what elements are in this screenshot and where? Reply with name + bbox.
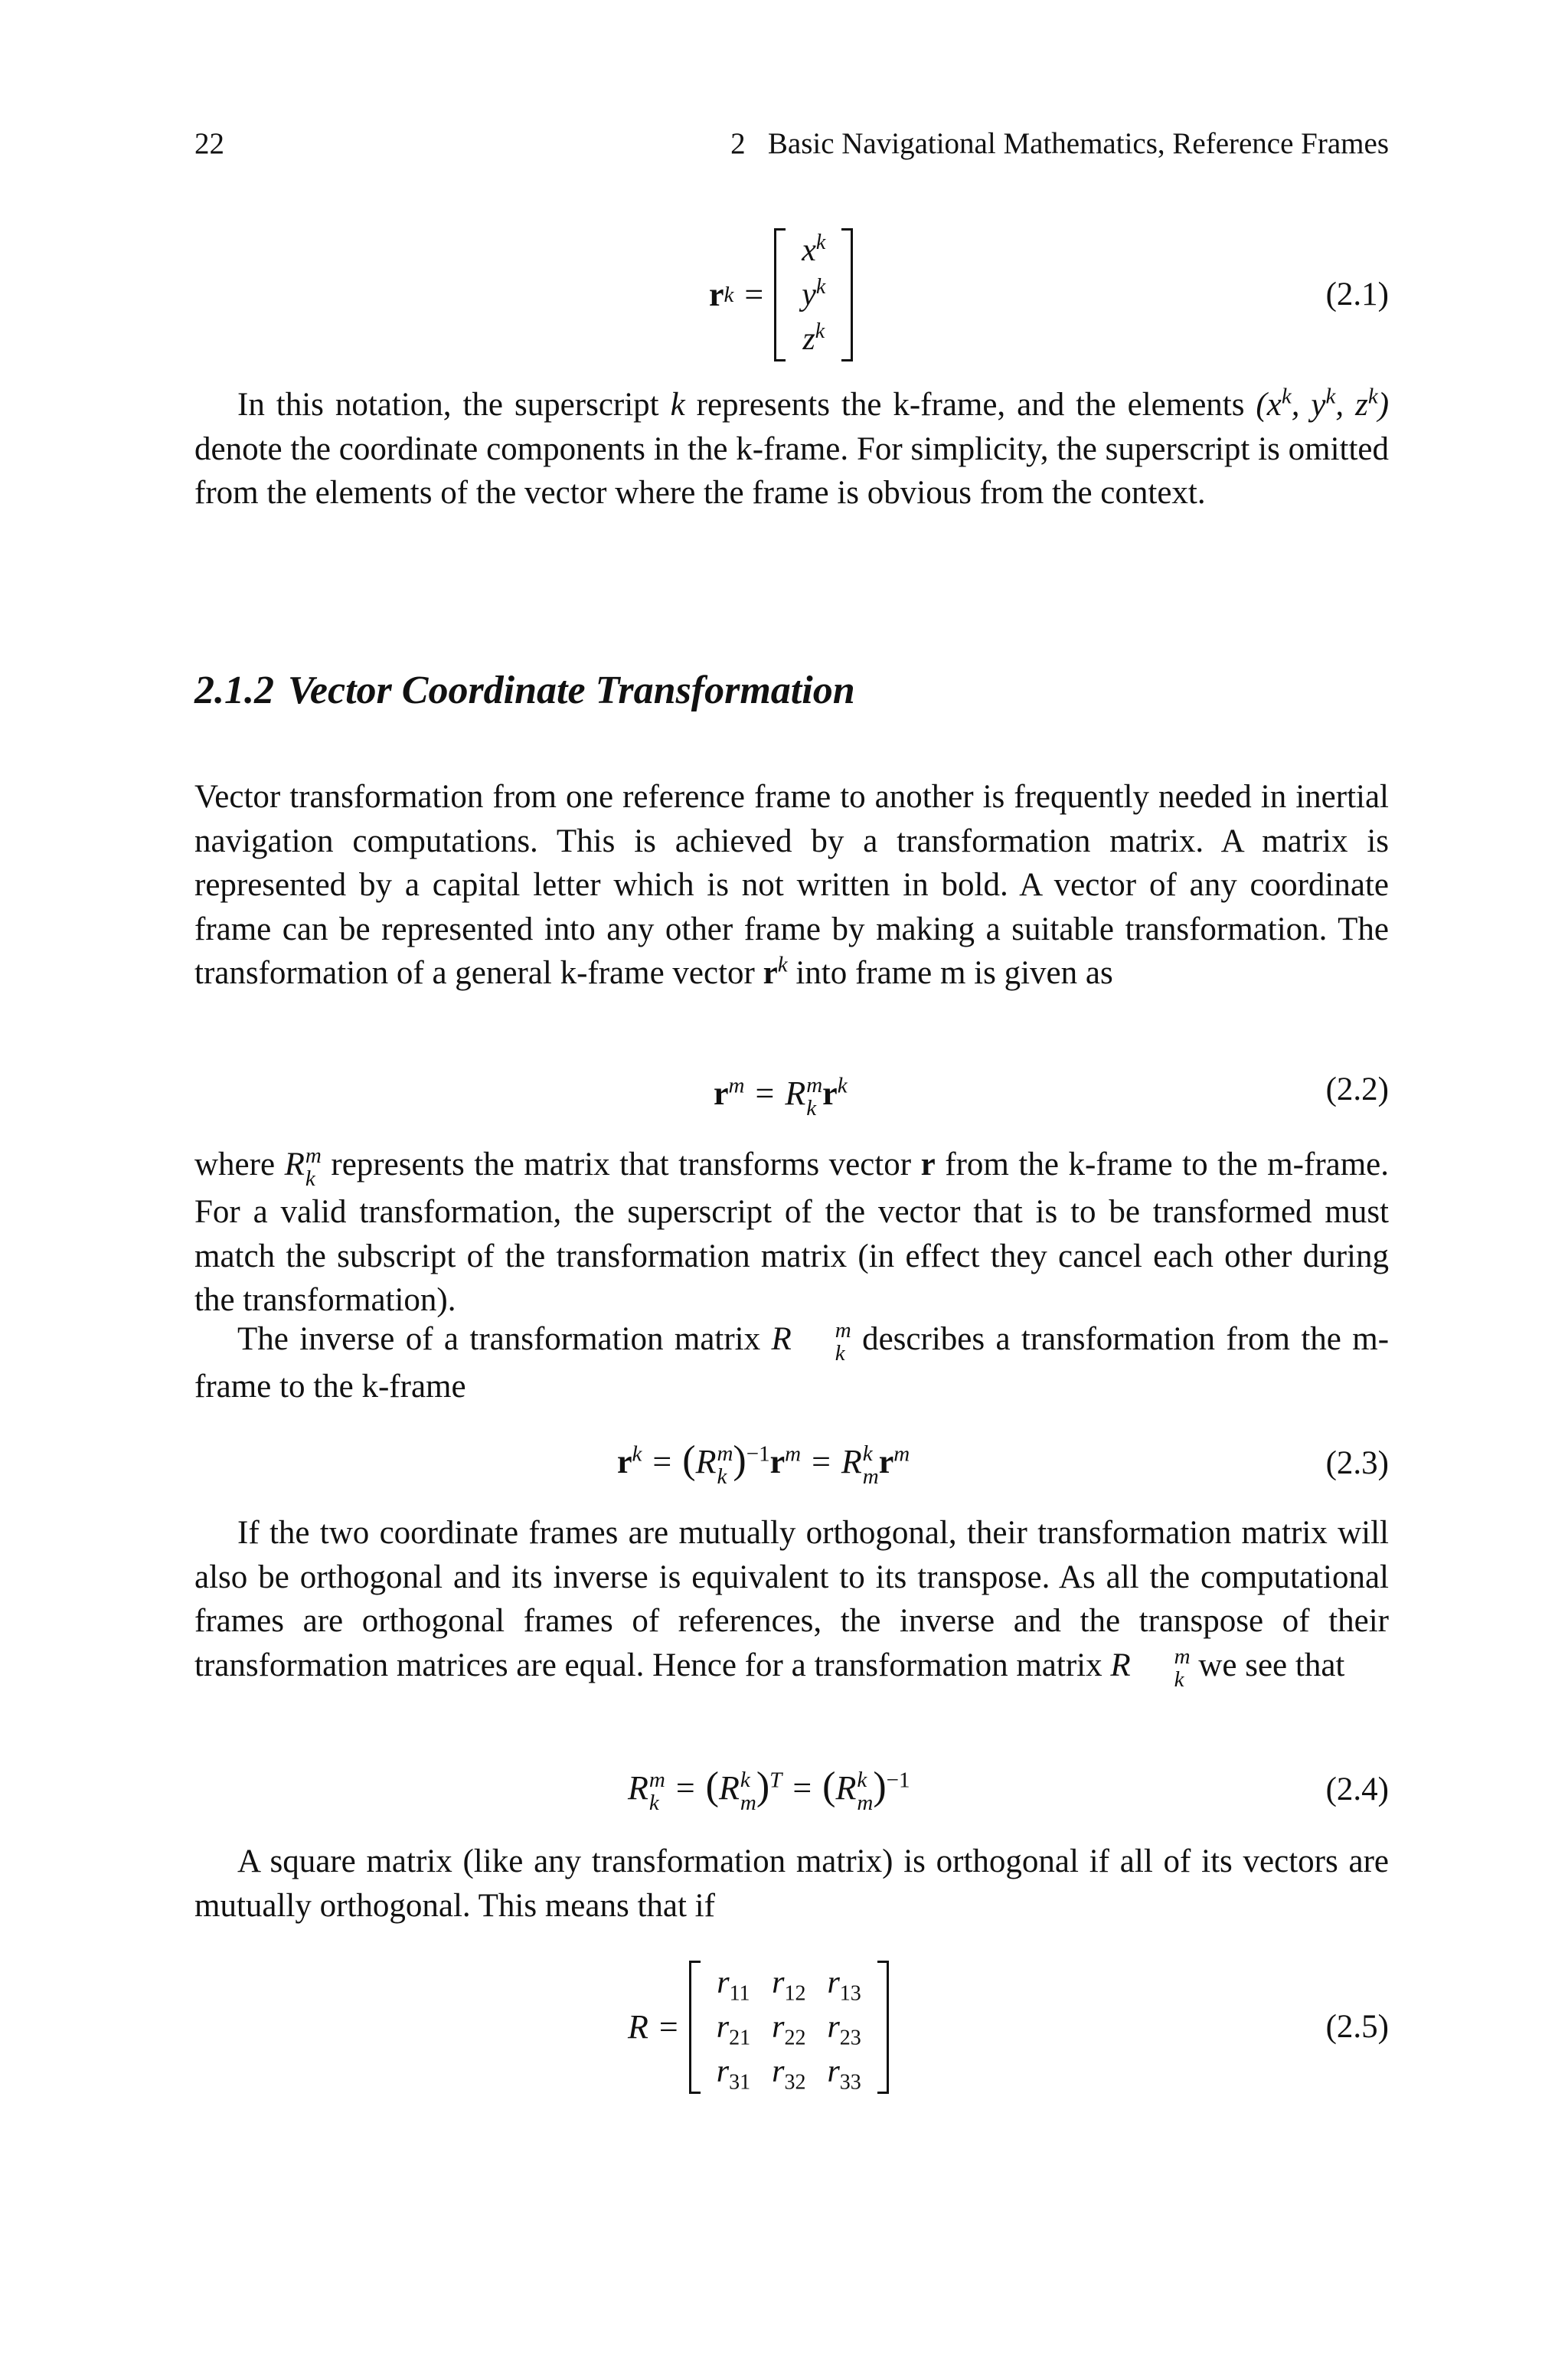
equation-2-1: r k = $x^k$ $y^k$ $z^k$ (2.1) [194, 222, 1389, 368]
equation-2-5: R = $r_{11}$ $r_{12}$ $r_{13}$ $r_{21}$ $r_{22}$ $r_{23}$ $r_{31}$ $r_{32}$ $r_{33}$ (2.5) [194, 1954, 1389, 2100]
paragraph-2: Vector transformation from one reference frame to another is frequently needed in inertial navigation computations. This is achieved by a transformation matrix. A matrix is represented by a capital letter which is not written in bold. A vector of any coordinate frame can be represented into any other frame by making a suitable transformation. The transformation of a general k-frame vector $r^k$ into frame m is given as [194, 779, 1389, 991]
equation-2-4: R m k = (R k m )$^T$ = (R k m )$^{-1}$ (2.4) [628, 1765, 1389, 1815]
equation-2-2: $r^m = R$ m k $r^k$ (2.2) [714, 1071, 1389, 1120]
vector-r: r [709, 276, 724, 313]
running-title: 2 Basic Navigational Mathematics, Reference Frames [730, 127, 1389, 160]
page-number: 22 [194, 127, 224, 160]
paragraph-4: The inverse of a transformation matrix R m k describes a transformation from the m-frame to the k-frame [194, 1318, 1390, 1405]
column-vector-matrix: $x^k$ $y^k$ $z^k$ [774, 228, 853, 361]
paragraph-5: If the two coordinate frames are mutually orthogonal, their transformation matrix will also be orthogonal and its inverse is equivalent to its transpose. As all the computational frames are orthogonal frames of references, the inverse and the transpose of their transformation matrices are equal. Hence for a transformation matrix R m k we see that [194, 1515, 1389, 1692]
equation-number: (2.5) [1325, 2009, 1389, 2045]
equation-2-3: $r^k = (R$ m k )$^{-1}r^m = R$ k m $r^m$ (2.3) [617, 1438, 1389, 1489]
equation-number: (2.4) [1325, 1771, 1389, 1807]
rotation-matrix: $r_{11}$ $r_{12}$ $r_{13}$ $r_{21}$ $r_{22}$ $r_{23}$ $r_{31}$ $r_{32}$ $r_{33}$ [689, 1961, 889, 2094]
paragraph-1: In this notation, the superscript k represents the k-frame, and the elements ($x^k$, $y^k$, $z^k$) denote the coordinate components in the k-frame. For simplicity, the superscript is omitted from the elements of the vector where the frame is obvious from the context. [194, 384, 1390, 511]
paragraph-3: where R m k represents the matrix that transforms vector r from the k-frame to the m-frame. For a valid transformation, the superscript of the vector that is to be transformed must match the subscript of the transformation matrix (in effect they cancel each other during the transformation). [194, 1143, 1390, 1319]
paragraph-6: A square matrix (like any transformation matrix) is orthogonal if all of its vectors are mutually orthogonal. This means that if [194, 1843, 1389, 1924]
equation-number: (2.2) [1325, 1071, 1389, 1107]
equation-number: (2.3) [1325, 1445, 1389, 1481]
section-heading: 2.1.2 Vector Coordinate Transformation [194, 669, 855, 712]
equation-number: (2.1) [1325, 276, 1389, 312]
